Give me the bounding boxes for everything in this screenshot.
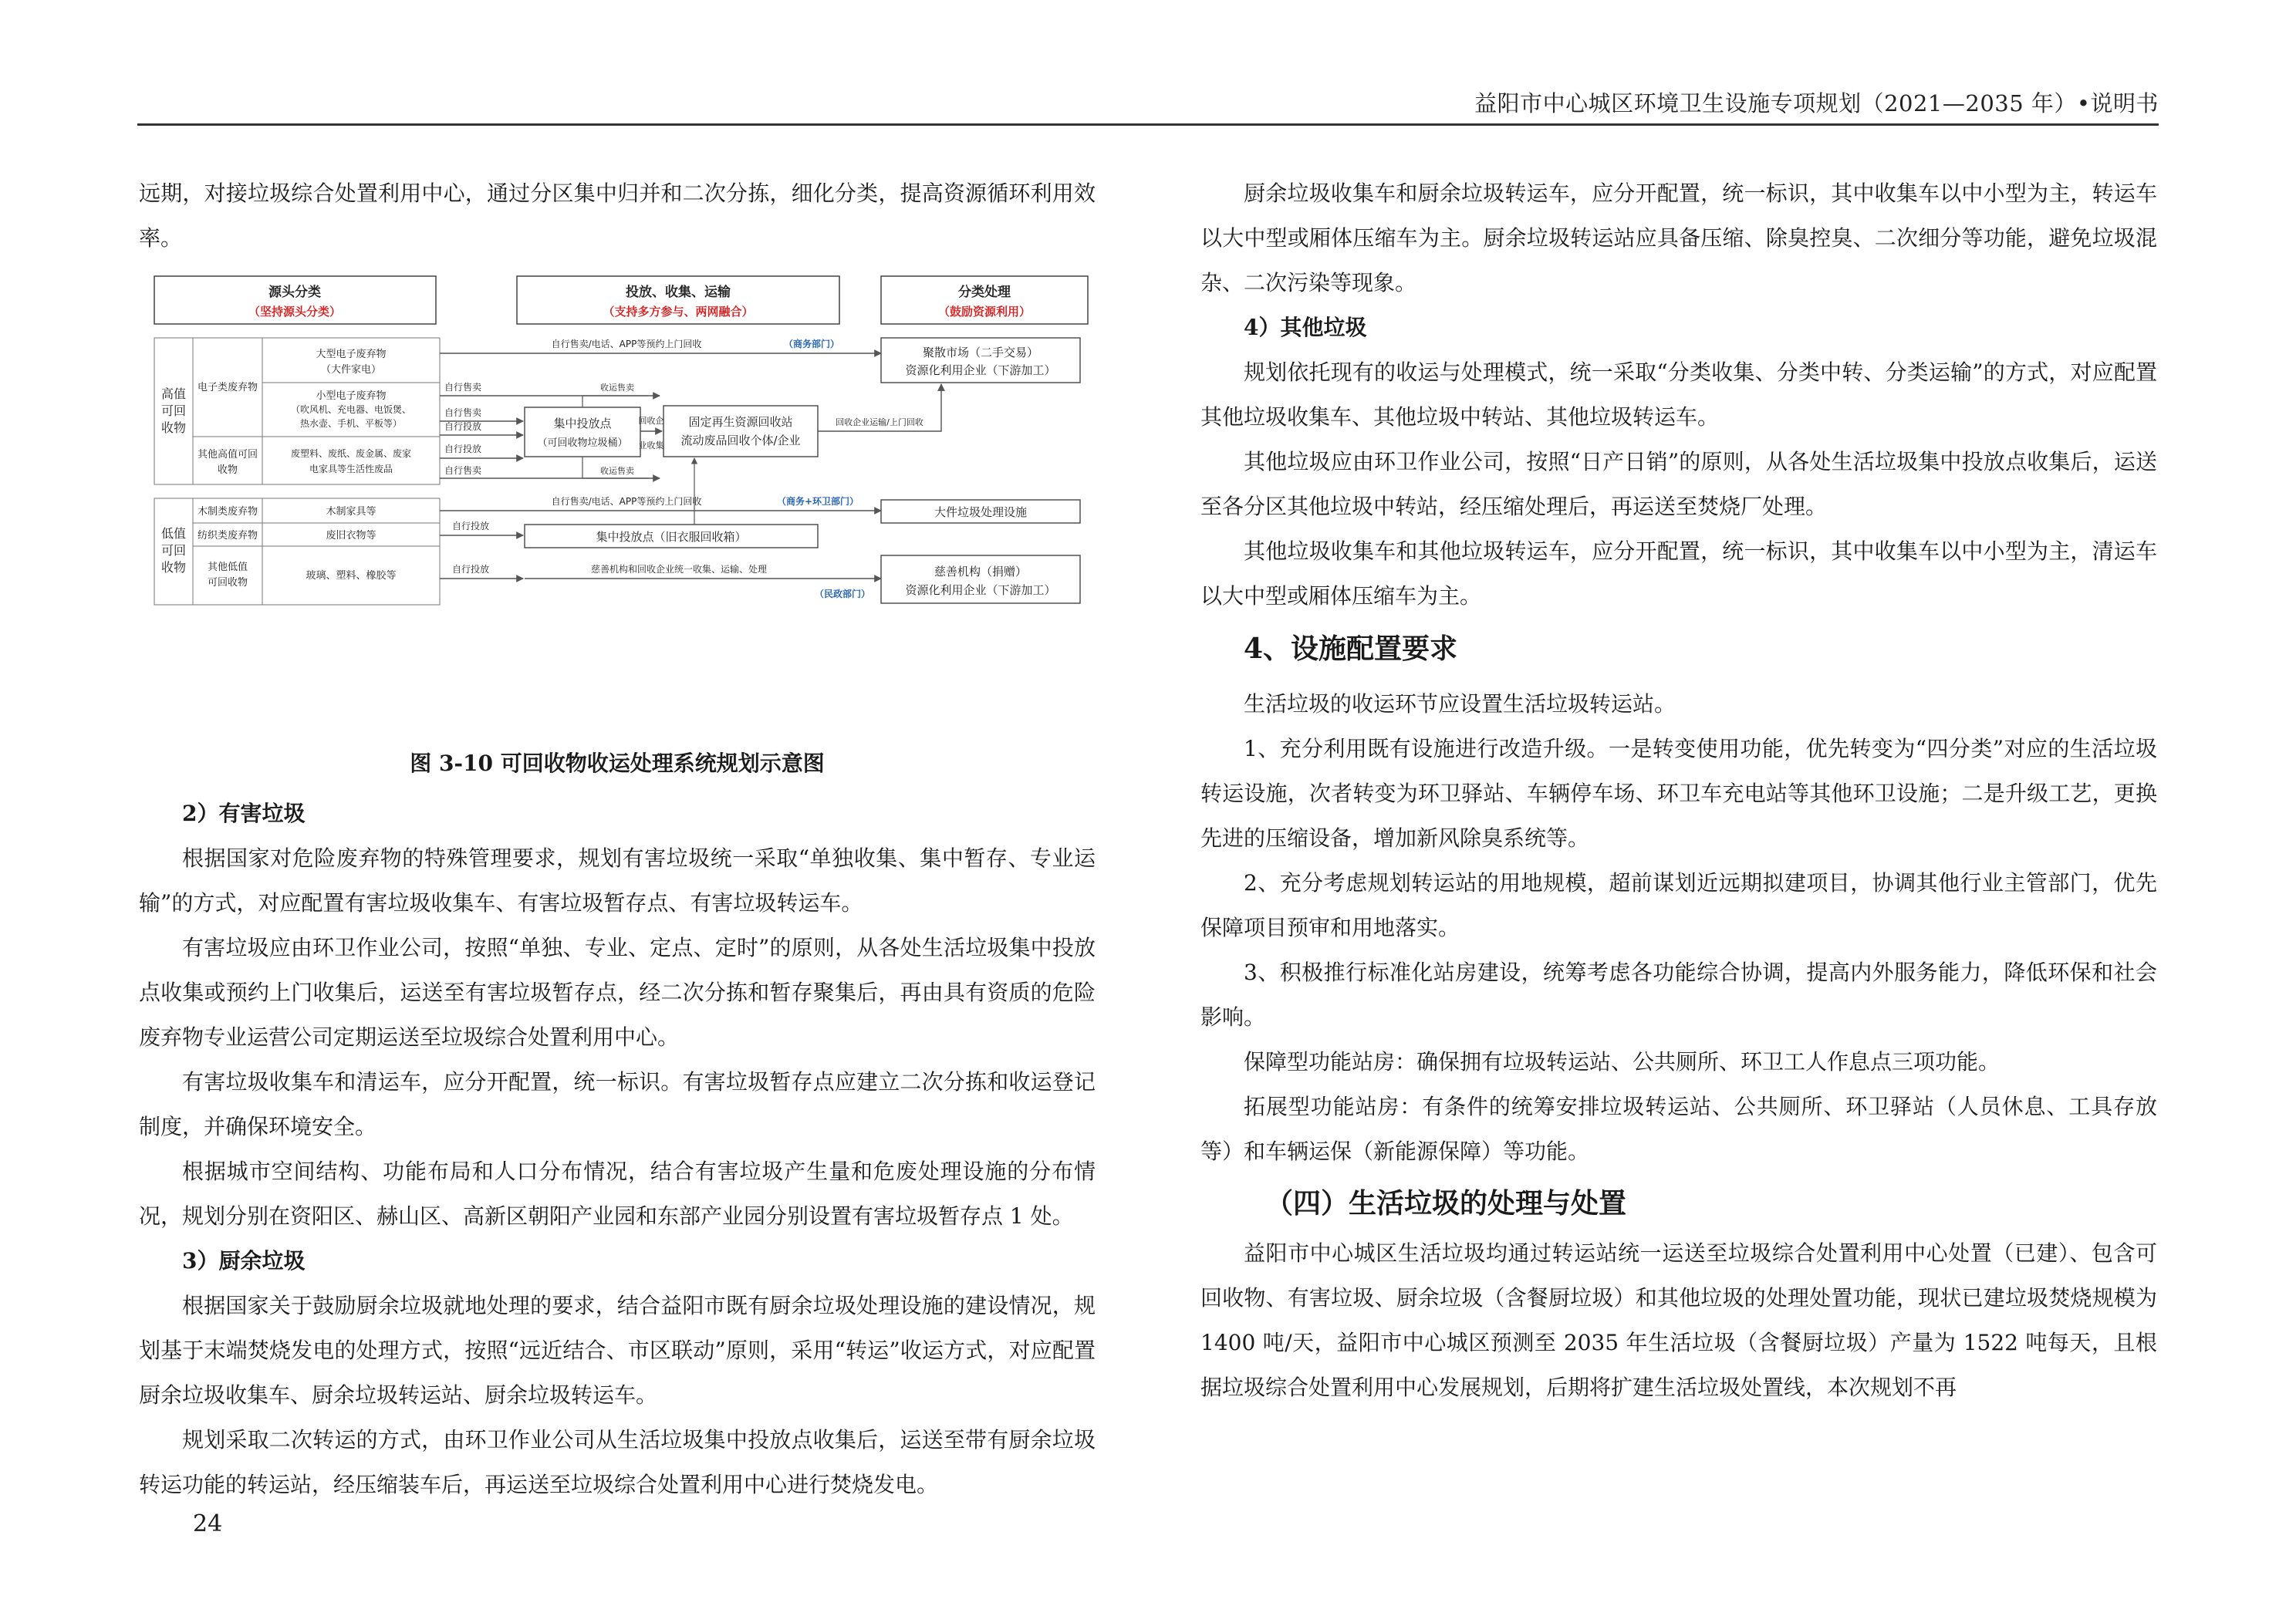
kitchen-title: 3）厨余垃圾: [182, 1248, 306, 1274]
intro-paragraph: 远期，对接垃圾综合处置利用中心，通过分区集中归并和二次分拣，细化分类，提高资源循环利用效率。: [139, 181, 1096, 251]
edge-recycle-2: 业收集: [638, 440, 664, 450]
edge-recycle-1: 回收企: [638, 416, 664, 426]
hazardous-title: 2）有害垃圾: [182, 801, 306, 826]
item-small-1: 小型电子废弃物: [316, 390, 387, 402]
item-clothes: 废旧衣物等: [326, 530, 376, 542]
out-charity-2: 资源化利用企业（下游加工）: [905, 583, 1056, 597]
kitchen-p1: 根据国家关于鼓励厨余垃圾就地处理的要求，结合益阳市既有厨余垃圾处理设施的建设情况，规划基于末端焚烧发电的处理方式，按照“远近结合、市区联动”原则，采用“转运”收运方式，对应配置厨余垃圾收集车、厨余垃圾转运站、厨余垃圾转运车。: [139, 1293, 1096, 1408]
cat-electronic: 电子类废弃物: [197, 382, 258, 393]
node-drop-point-2: （可回收物垃圾桶）: [537, 437, 628, 449]
s4-p0: 生活垃圾的收运环节应设置生活垃圾转运站。: [1244, 691, 1676, 717]
node-station-2: 流动废品回收个体/企业: [680, 434, 801, 447]
edge-online-top: 自行售卖/电话、APP等预约上门回收: [551, 339, 702, 349]
edge-self-sell-3: 自行售卖: [444, 465, 482, 476]
edge-self-drop-4: 自行投放: [451, 564, 490, 575]
low-group-label-3: 收物: [160, 560, 187, 575]
hazardous-p1: 根据国家对危险废弃物的特殊管理要求，规划有害垃圾统一采取“单独收集、集中暂存、专业运输”的方式，对应配置有害垃圾收集车、有害垃圾暂存点、有害垃圾转运车。: [139, 845, 1096, 916]
head-sub-source: （坚持源头分类）: [248, 305, 342, 319]
cat-other-high-1: 其他高值可回: [197, 449, 258, 461]
head-sub-transport: （支持多方参与、两网融合）: [603, 305, 754, 319]
edge-self-sell-1: 自行售卖: [444, 382, 482, 393]
kitchen-p2: 规划采取二次转运的方式，由环卫作业公司从生活垃圾集中投放点收集后，运送至带有厨余垃圾转运功能的转运站，经压缩装车后，再运送至垃圾综合处置利用中心进行焚烧发电。: [139, 1427, 1096, 1497]
out-charity-1: 慈善机构（捐赠）: [934, 565, 1028, 579]
node-station: [663, 406, 818, 457]
low-group-label-2: 可回: [160, 543, 187, 558]
cat-other-low-1: 其他低值: [207, 562, 248, 573]
low-group-label-1: 低值: [160, 526, 187, 541]
s4-p2: 2、充分考虑规划转运站的用地规模，超前谋划近远期拟建项目，协调其他行业主管部门，优先保障项目预审和用地落实。: [1200, 870, 2157, 940]
edge-self-sell-2: 自行售卖: [444, 407, 482, 418]
figure-caption: 图 3-10 可回收物收运处理系统规划示意图: [410, 751, 825, 776]
header-rule: [137, 123, 2159, 126]
node-drop-point: [525, 407, 640, 457]
section4-title: 4、设施配置要求: [1244, 633, 1458, 665]
item-waste-1: 废塑料、废纸、废金属、废家: [290, 448, 412, 459]
edge-company-collect: 回收企业运输/上门回收: [836, 417, 923, 427]
dept-commerce: （商务部门）: [783, 339, 840, 349]
head-sub-treatment: （鼓励资源利用）: [937, 305, 1032, 319]
hazardous-p4: 根据城市空间结构、功能布局和人口分布情况，结合有害垃圾产生量和危废处理设施的分布情况，规划分别在资阳区、赫山区、高新区朝阳产业园和东部产业园分别设置有害垃圾暂存点 1 处。: [139, 1159, 1096, 1229]
dept-civil: （民政部门）: [814, 589, 871, 599]
node-drop-point-low-text: 集中投放点（旧衣服回收箱）: [596, 530, 747, 544]
edge-collect-sell-top: 收运售卖: [600, 383, 634, 393]
item-waste-2: 电家具等生活性废品: [309, 464, 393, 474]
cat-other-low-2: 可回收物: [207, 577, 248, 589]
out-bulky-text: 大件垃圾处理设施: [934, 505, 1028, 519]
node-drop-point-1: 集中投放点: [553, 417, 612, 430]
dept-commerce-env: （商务+环卫部门）: [776, 496, 859, 507]
high-group-label-3: 收物: [160, 420, 187, 435]
other-p1: 规划依托现有的收运与处理模式，统一采取“分类收集、分类中转、分类运输”的方式，对应配置其他垃圾收集车、其他垃圾中转站、其他垃圾转运车。: [1200, 359, 2157, 430]
s-four-p1: 益阳市中心城区生活垃圾均通过转运站统一运送至垃圾综合处置利用中心处置（已建）、包含可回收物、有害垃圾、厨余垃圾（含餐厨垃圾）和其他垃圾的处理处置功能，现状已建垃圾焚烧规模为 1400 吨/天，益阳市中心城区预测至 2035 年生活垃圾（含餐厨垃圾）产量为 1522 吨每天，且根据垃圾综合处置利用中心发展规划，后期将扩建生活垃圾处置线，本次规划不再: [1200, 1240, 2157, 1400]
figure: [139, 267, 1096, 737]
item-small-3: 热水壶、手机、平板等）: [299, 418, 403, 429]
edge-self-drop-3: 自行投放: [451, 521, 490, 531]
s4-p3: 3、积极推行标准化站房建设，统筹考虑各功能综合协调，提高内外服务能力，降低环保和社会影响。: [1200, 960, 2157, 1030]
other-p3: 其他垃圾收集车和其他垃圾转运车，应分开配置，统一标识，其中收集车以中小型为主，清运车以大中型或厢体压缩车为主。: [1200, 538, 2157, 609]
edge-self-drop-2: 自行投放: [444, 444, 482, 454]
right-column: [1200, 171, 2157, 1410]
item-small-2: （吹风机、充电器、电饭煲、: [290, 404, 412, 415]
head-title-transport: 投放、收集、运输: [626, 285, 731, 300]
hazardous-p2: 有害垃圾应由环卫作业公司，按照“单独、专业、定点、定时”的原则，从各处生活垃圾集中投放点收集或预约上门收集后，运送至有害垃圾暂存点，经二次分拣和暂存聚集后，再由具有资质的危险废弃物专业运营公司定期运送至垃圾综合处置利用中心。: [139, 935, 1096, 1050]
other-title: 4）其他垃圾: [1244, 315, 1367, 340]
s4-p5: 拓展型功能站房：有条件的统筹安排垃圾转运站、公共厕所、环卫驿站（人员休息、工具存放等）和车辆运保（新能源保障）等功能。: [1200, 1094, 2157, 1164]
hazardous-p3: 有害垃圾收集车和清运车，应分开配置，统一标识。有害垃圾暂存点应建立二次分拣和收运登记制度，并确保环境安全。: [139, 1069, 1096, 1139]
s4-p4: 保障型功能站房：确保拥有垃圾转运站、公共厕所、环卫工人作息点三项功能。: [1244, 1049, 2001, 1075]
cat-textile: 纺织类废弃物: [197, 530, 258, 542]
high-group-label-1: 高值: [160, 386, 187, 401]
cat-other-high-2: 收物: [217, 464, 238, 476]
node-station-1: 固定再生资源回收站: [688, 415, 793, 429]
edge-collect-sell-bottom: 收运售卖: [600, 466, 634, 476]
high-group-label-2: 可回: [160, 403, 187, 418]
edge-charity: 慈善机构和回收企业统一收集、运输、处理: [590, 564, 768, 575]
out-market-1: 聚散市场（二手交易）: [922, 346, 1039, 359]
item-large-appliance-1: 大型电子废弃物: [316, 349, 387, 360]
item-glass: 玻璃、塑料、橡胶等: [306, 570, 397, 582]
section-four-title: （四）生活垃圾的处理与处置: [1265, 1187, 1627, 1220]
recyclable-flow-diagram: [139, 267, 1096, 737]
edge-self-drop-1: 自行投放: [444, 421, 482, 432]
out-market-2: 资源化利用企业（下游加工）: [905, 363, 1056, 377]
item-large-appliance-2: （大件家电）: [320, 364, 382, 376]
left-column: [139, 171, 1096, 1507]
s4-p1: 1、充分利用既有设施进行改造升级。一是转变使用功能，优先转变为“四分类”对应的生活垃圾转运设施，次者转变为环卫驿站、车辆停车场、环卫车充电站等其他环卫设施；二是升级工艺，更换先进的压缩设备，增加新风除臭系统等。: [1200, 736, 2157, 851]
item-furniture: 木制家具等: [326, 506, 376, 518]
head-title-source: 源头分类: [268, 285, 321, 300]
edge-online-low: 自行售卖/电话、APP等预约上门回收: [551, 496, 702, 507]
head-title-treatment: 分类处理: [958, 285, 1011, 300]
page-number: 24: [193, 1510, 223, 1537]
running-header: 益阳市中心城区环境卫生设施专项规划（2021—2035 年）•说明书: [1474, 90, 2159, 116]
kitchen-p3: 厨余垃圾收集车和厨余垃圾转运车，应分开配置，统一标识，其中收集车以中小型为主，转运车以大中型或厢体压缩车为主。厨余垃圾转运站应具备压缩、除臭控臭、二次细分等功能，避免垃圾混杂、二次污染等现象。: [1200, 181, 2157, 295]
other-p2: 其他垃圾应由环卫作业公司，按照“日产日销”的原则，从各处生活垃圾集中投放点收集后，运送至各分区其他垃圾中转站，经压缩处理后，再运送至焚烧厂处理。: [1200, 449, 2157, 519]
cat-wood: 木制类废弃物: [197, 506, 258, 518]
